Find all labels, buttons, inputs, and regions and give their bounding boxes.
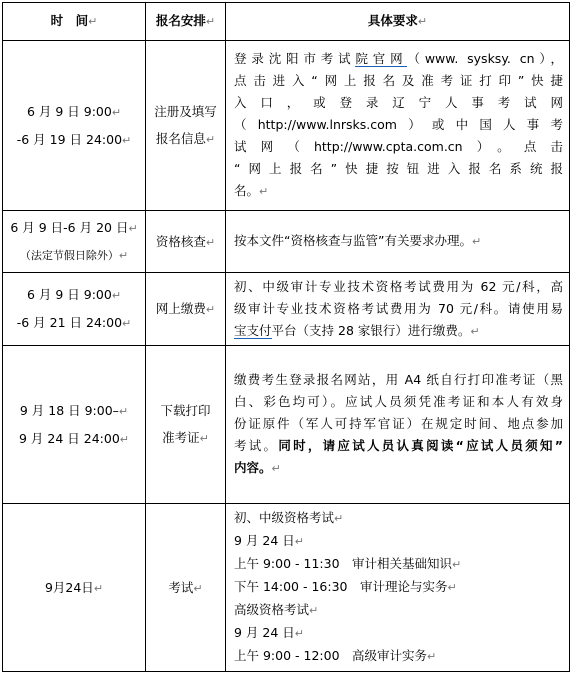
time-cell: 6 月 9 日-6 月 20 日↵ （法定节假日除外）↵: [3, 211, 146, 273]
time-cell: 9月24日↵: [3, 504, 146, 672]
requirements-cell: 初、中级资格考试↵ 9 月 24 日↵ 上午 9:00 - 11:30 审计相关基础知识↵ 下午 14:00 - 16:30 审计理论与实务↵ 高级资格考试↵ 9 月 24 日↵ 上午 9:00 - 12:00 高级审计实务↵: [226, 504, 570, 672]
time-cell: 6 月 9 日 9:00↵ -6 月 21 日 24:00↵: [3, 273, 146, 346]
table-row-registration: [3, 41, 570, 211]
arrangement-cell: 考试↵: [146, 504, 226, 672]
time-cell: 9 月 18 日 9:00–↵ 9 月 24 日 24:00↵: [3, 346, 146, 504]
requirements-cell: 初、中级审计专业技术资格考试费用为 62 元/科，高 级审计专业技术资格考试费用为 70 元/科。请使用易 宝支付平台（支持 28 家银行）进行缴费。↵: [226, 273, 570, 346]
notice-emphasis: 同时，请应试人员认真阅读“应试人员须知”: [278, 438, 563, 453]
header-requirements: 具体要求↵: [226, 3, 570, 41]
table-row-online-payment: [3, 273, 570, 346]
table-row-admission-ticket: [3, 346, 570, 504]
arrangement-cell: 网上缴费↵: [146, 273, 226, 346]
header-time: 时 间↵: [3, 3, 146, 41]
paragraph-mark: ↵: [88, 15, 98, 28]
requirements-cell: 登录沈阳市考试院官网（www. sysksy. cn）， 点击进入“网上报名及准考证打印”快捷 入口，或登录辽宁人事考试网 （http://www.lnrsks.com）或中国人事考 试网（http://www.cpta.com.cn）。点击 “网上报名”快捷按钮进入报名系统报 名。↵: [226, 41, 570, 211]
header-arrangement: 报名安排↵: [146, 3, 226, 41]
table-header-row: [3, 3, 570, 41]
arrangement-cell: 资格核查↵: [146, 211, 226, 273]
time-cell: 6 月 9 日 9:00↵ -6 月 19 日 24:00↵: [3, 41, 146, 211]
official-site-link[interactable]: 院官网: [355, 51, 408, 66]
yeepay-link[interactable]: 宝支付: [234, 322, 272, 338]
registration-schedule-table: [2, 2, 570, 672]
requirements-cell: 缴费考生登录报名网站，用 A4 纸自行打印准考证（黑 白、彩色均可）。应试人员须凭准考证和本人有效身 份证原件（军人可持军官证）在规定时间、地点参加 考试。同时，请应试人员认真阅读“应试人员须知” 内容。↵: [226, 346, 570, 504]
table-row-qualification-check: [3, 211, 570, 273]
arrangement-cell: 下载打印 准考证↵: [146, 346, 226, 504]
arrangement-cell: 注册及填写 报名信息↵: [146, 41, 226, 211]
table-row-exam: [3, 504, 570, 672]
requirements-cell: 按本文件“资格核查与监管”有关要求办理。↵: [226, 211, 570, 273]
